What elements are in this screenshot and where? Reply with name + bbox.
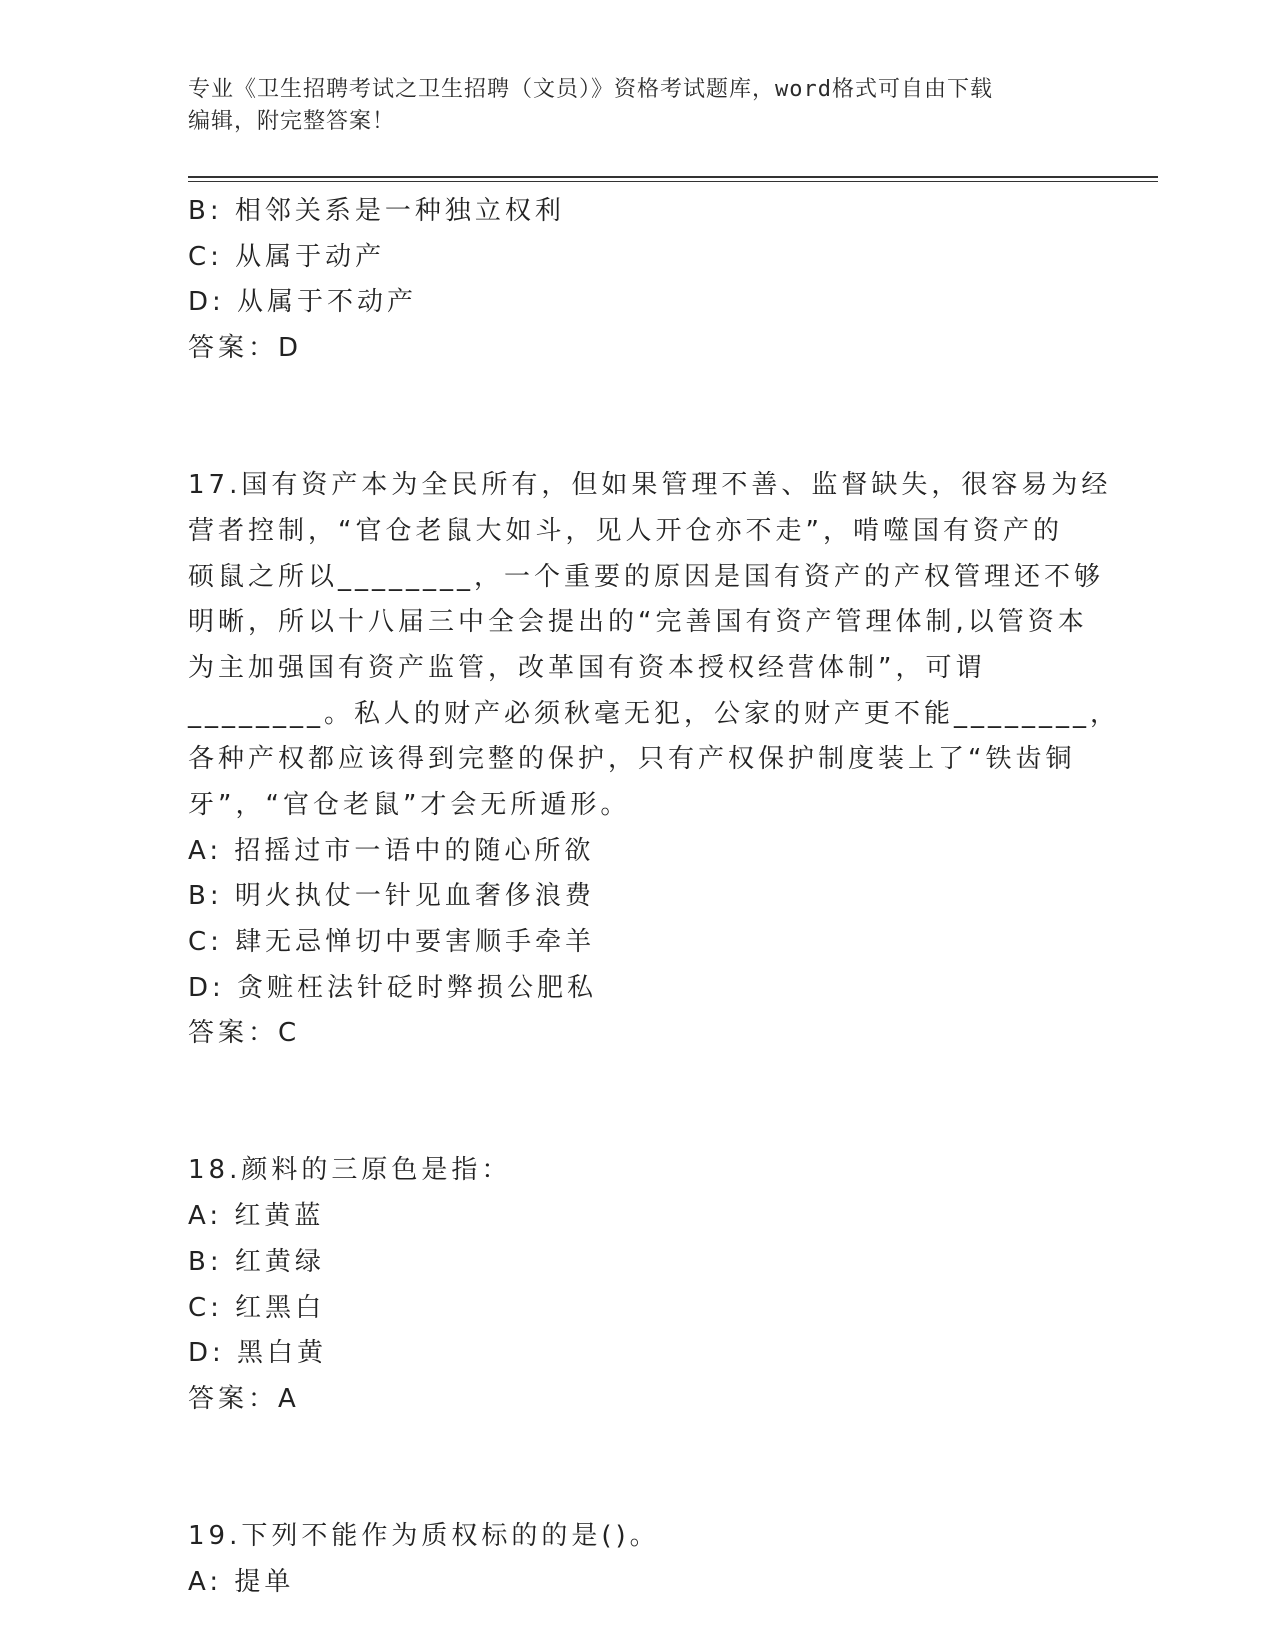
question-text-line: 17.国有资产本为全民所有，但如果管理不善、监督缺失，很容易为经 — [188, 470, 1112, 501]
question-text-line: 19.下列不能作为质权标的的是()。 — [188, 1520, 660, 1551]
spacer — [188, 372, 1088, 463]
question-text-line: 18.颜料的三原色是指： — [188, 1155, 512, 1186]
header-divider-thin — [188, 181, 1158, 182]
question-18 — [188, 1148, 1088, 1422]
option-b: B: 红黄绿 — [188, 1246, 325, 1277]
answer-line: 答案：D — [188, 333, 303, 364]
option-d: D: 从属于不动产 — [188, 287, 418, 318]
option-a: A: 红黄蓝 — [188, 1201, 325, 1232]
header-title-line-2: 编辑，附完整答案！ — [188, 109, 396, 134]
option-c: C: 红黑白 — [188, 1292, 326, 1323]
answer-line: 答案：C — [188, 1018, 301, 1049]
header-divider-thick — [188, 176, 1158, 178]
question-text-line: 明晰，所以十八届三中全会提出的“完善国有资产管理体制,以管资本 — [188, 607, 1088, 638]
spacer — [188, 1057, 1088, 1148]
question-19 — [188, 1514, 1088, 1605]
answer-line: 答案：A — [188, 1383, 300, 1414]
option-c: C: 从属于动产 — [188, 241, 386, 272]
header-title-line-1: 专业《卫生招聘考试之卫生招聘（文员）》资格考试题库，word格式可自由下载 — [188, 77, 993, 102]
question-text-line: 营者控制，“官仓老鼠大如斗，见人开仓亦不走”，啃噬国有资产的 — [188, 515, 1063, 546]
option-d: D: 贪赃枉法针砭时弊损公肥私 — [188, 972, 598, 1003]
question-text-line: 为主加强国有资产监管，改革国有资本授权经营体制”，可谓 — [188, 652, 986, 683]
question-list — [188, 189, 1121, 1605]
option-c: C: 肆无忌惮切中要害顺手牵羊 — [188, 927, 596, 958]
option-d: D: 黑白黄 — [188, 1338, 328, 1369]
question-text-line: 牙”，“官仓老鼠”才会无所遁形。 — [188, 789, 631, 820]
option-a: A: 提单 — [188, 1566, 295, 1597]
spacer — [188, 1423, 1088, 1514]
option-a: A: 招摇过市一语中的随心所欲 — [188, 835, 595, 866]
question-text-line: ________。私人的财产必须秋毫无犯，公家的财产更不能________， — [188, 698, 1121, 729]
document-header — [188, 74, 1068, 138]
question-text-line: 硕鼠之所以________，一个重要的原因是国有资产的产权管理还不够 — [188, 561, 1105, 592]
option-b: B: 明火执仗一针见血奢侈浪费 — [188, 881, 595, 912]
question-16-tail — [188, 189, 1088, 372]
option-b: B: 相邻关系是一种独立权利 — [188, 196, 565, 226]
question-text-line: 各种产权都应该得到完整的保护，只有产权保护制度装上了“铁齿铜 — [188, 744, 1076, 775]
question-17 — [188, 463, 1121, 1057]
